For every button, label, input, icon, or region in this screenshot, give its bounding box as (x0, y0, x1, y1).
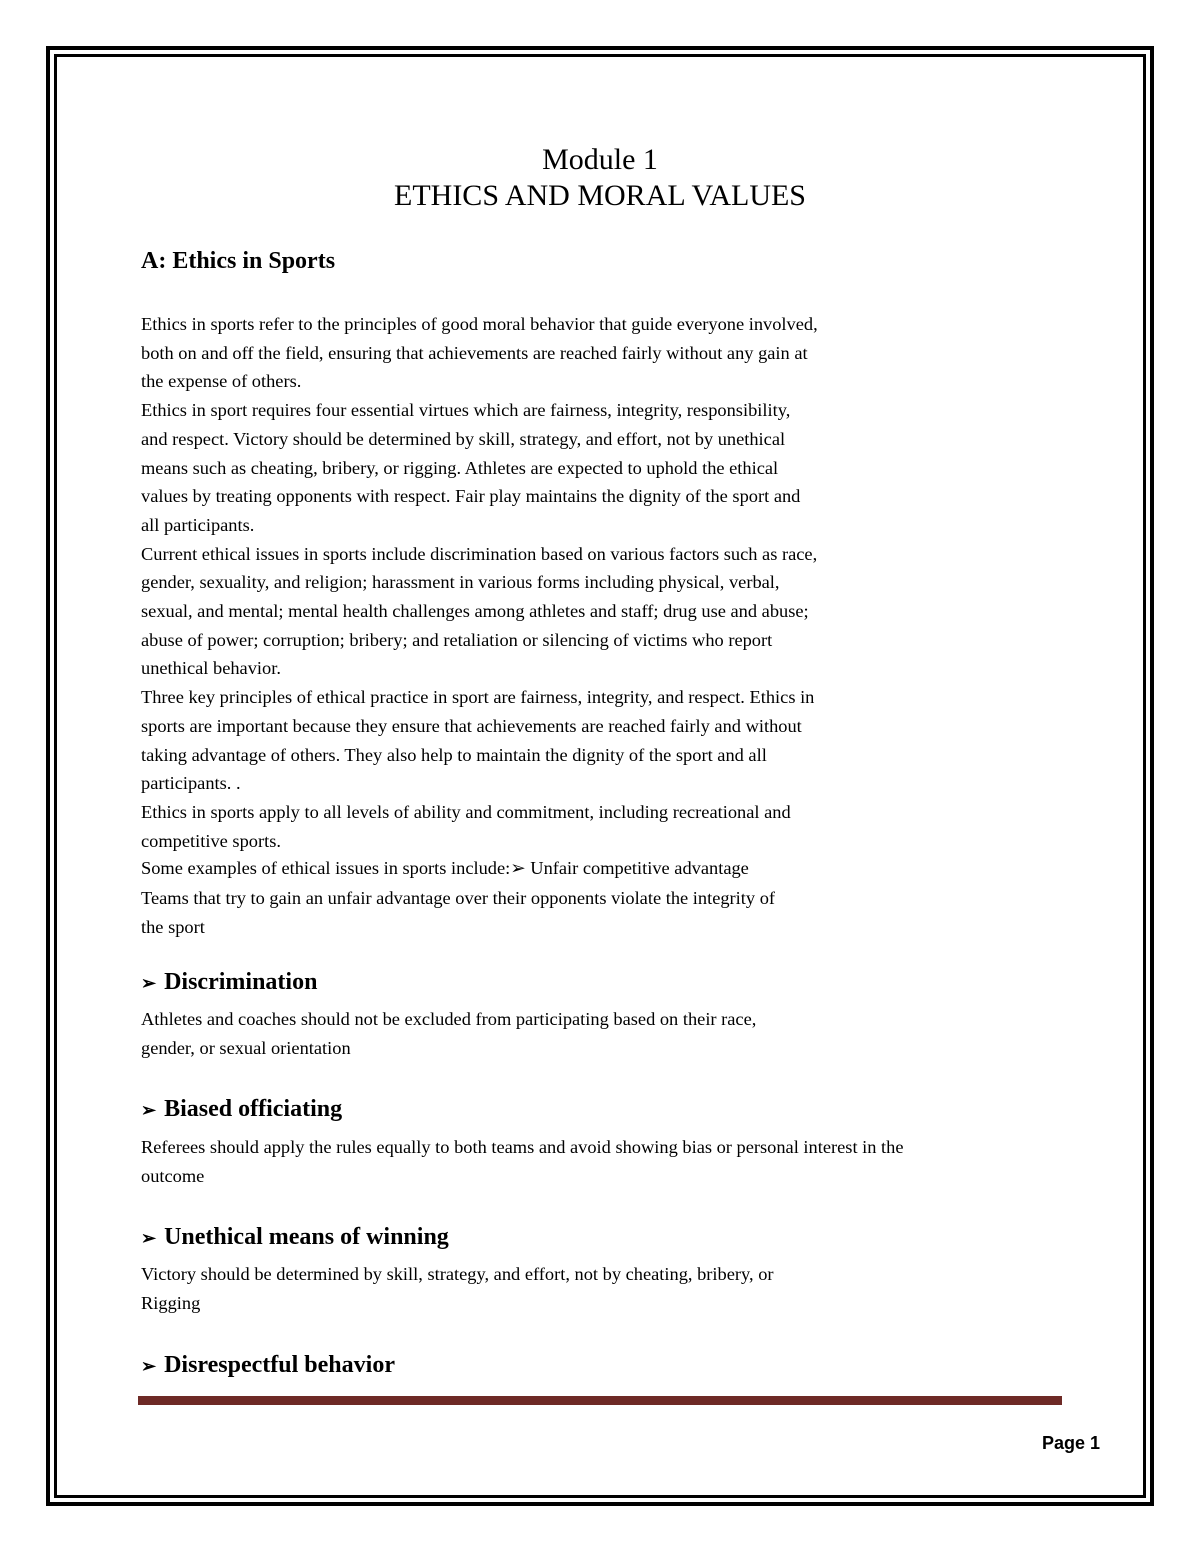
body-line: all participants. (141, 514, 255, 535)
body-line: and respect. Victory should be determined by skill, strategy, and effort, not by unethical (141, 428, 786, 449)
arrowhead-bullet-icon: ➢ (141, 1100, 157, 1120)
body-line: Ethics in sports refer to the principles of good moral behavior that guide everyone involved, (141, 314, 818, 334)
body-line: the expense of others. (141, 371, 302, 392)
body-line: Three key principles of ethical practice in sport are fairness, integrity, and respect. Ethics in (141, 687, 815, 708)
bullet-heading-unethical-means (141, 1224, 449, 1251)
bullet-heading-label: Unethical means of winning (164, 1224, 449, 1250)
examples-line: Some examples of ethical issues in sports include:➢ Unfair competitive advantage (141, 858, 749, 878)
bullet-line: gender, or sexual orientation (141, 1037, 351, 1058)
bullet-heading-disrespectful-behavior (141, 1352, 395, 1379)
body-line: gender, sexuality, and religion; harassment in various forms including physical, verbal, (141, 572, 780, 593)
body-line: unethical behavior. (141, 658, 281, 679)
bullet-heading-biased-officiating (141, 1096, 342, 1123)
body-line: values by treating opponents with respect. Fair play maintains the dignity of the sport and (141, 486, 801, 507)
bullet-text-unethical-means (141, 1260, 1061, 1317)
body-line: sexual, and mental; mental health challenges among athletes and staff; drug use and abuse; (141, 601, 809, 622)
body-line: means such as cheating, bribery, or rigging. Athletes are expected to uphold the ethical (141, 457, 779, 478)
bullet-line: Rigging (141, 1292, 201, 1313)
bullet-line: Victory should be determined by skill, strategy, and effort, not by cheating, bribery, or (141, 1264, 774, 1284)
examples-paragraph (141, 854, 951, 943)
body-line: Ethics in sport requires four essential virtues which are fairness, integrity, responsibility, (141, 400, 791, 421)
body-line: participants. . (141, 773, 241, 794)
body-line: both on and off the field, ensuring that achievements are reached fairly without any gain at (141, 342, 808, 363)
body-line: abuse of power; corruption; bribery; and retaliation or silencing of victims who report (141, 629, 773, 650)
body-line: competitive sports. (141, 830, 281, 851)
body-line: sports are important because they ensure that achievements are reached fairly and without (141, 715, 802, 736)
bullet-line: Athletes and coaches should not be excluded from participating based on their race, (141, 1009, 757, 1029)
bullet-text-biased-officiating (141, 1133, 1061, 1190)
bullet-text-discrimination (141, 1005, 1061, 1062)
bullet-line: outcome (141, 1165, 205, 1186)
bullet-heading-discrimination (141, 969, 317, 996)
arrowhead-bullet-icon: ➢ (141, 973, 157, 993)
bullet-heading-label: Disrespectful behavior (164, 1352, 395, 1378)
examples-line: Teams that try to gain an unfair advantage over their opponents violate the integrity of (141, 887, 776, 908)
body-line: Current ethical issues in sports include discrimination based on various factors such as race, (141, 543, 818, 564)
bullet-line: Referees should apply the rules equally to both teams and avoid showing bias or personal interest in the (141, 1137, 904, 1157)
footer-rule (138, 1396, 1062, 1405)
arrowhead-bullet-icon: ➢ (141, 1228, 157, 1248)
bullet-heading-label: Discrimination (164, 969, 318, 995)
examples-line: the sport (141, 917, 205, 937)
body-paragraphs (141, 310, 951, 855)
page-number: Page 1 (1041, 1433, 1100, 1453)
module-subtitle: ETHICS AND MORAL VALUES (394, 179, 806, 212)
arrowhead-bullet-icon: ➢ (141, 1356, 157, 1376)
module-title: Module 1 (542, 143, 658, 176)
body-line: Ethics in sports apply to all levels of ability and commitment, including recreational and (141, 801, 791, 822)
section-heading: A: Ethics in Sports (141, 248, 336, 274)
body-line: taking advantage of others. They also help to maintain the dignity of the sport and all (141, 744, 767, 765)
document-title (0, 142, 1200, 214)
bullet-heading-label: Biased officiating (164, 1096, 343, 1122)
